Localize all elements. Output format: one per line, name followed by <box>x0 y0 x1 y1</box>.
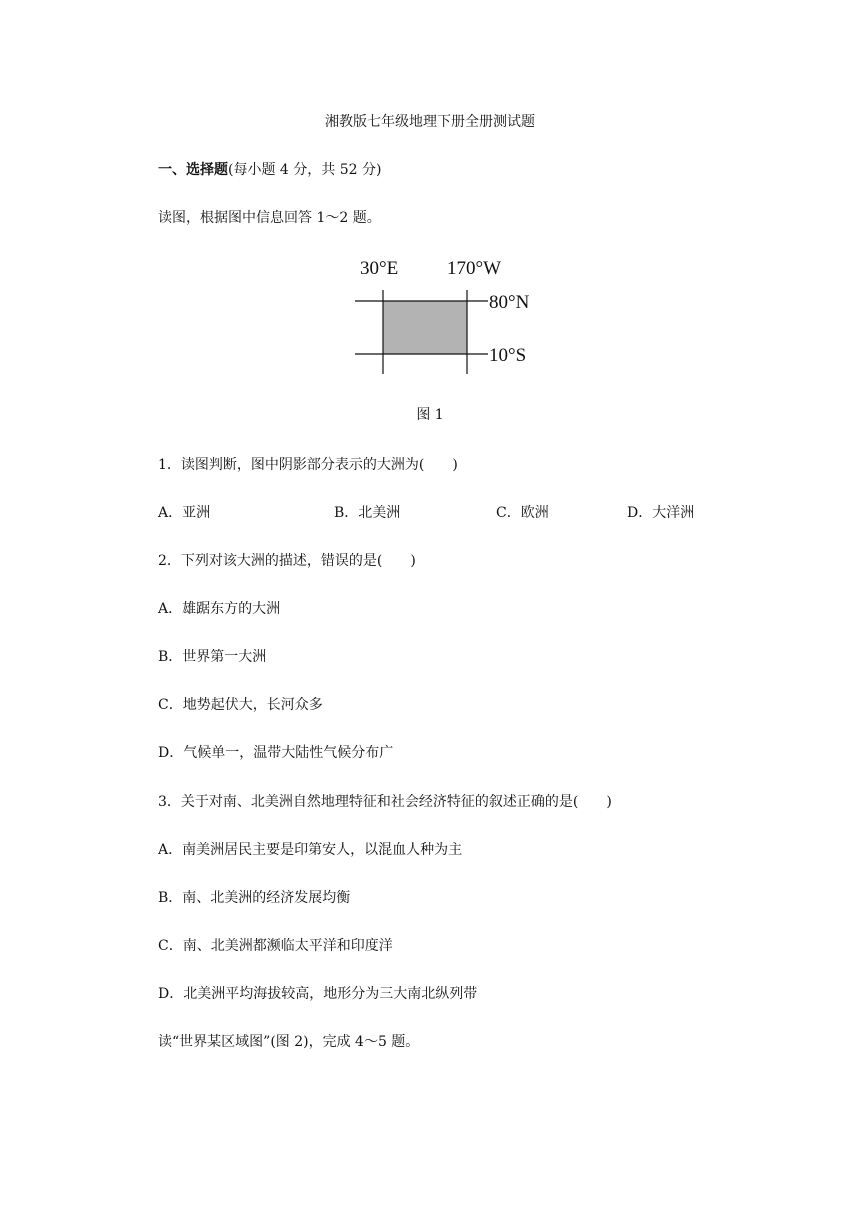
question-1-option-a: A．亚洲 <box>158 505 211 521</box>
question-2-option-b: B．世界第一大洲 <box>158 649 267 665</box>
question-1-stem: 1．读图判断，图中阴影部分表示的大洲为( ) <box>158 457 458 473</box>
label-80n: 80°N <box>489 292 530 313</box>
question-3-option-d: D．北美洲平均海拔较高，地形分为三大南北纵列带 <box>158 986 478 1002</box>
question-2-option-c: C．地势起伏大，长河众多 <box>158 697 323 713</box>
figure-1-map-grid <box>350 250 540 380</box>
question-1-option-b: B．北美洲 <box>334 505 401 521</box>
question-3-option-a: A．南美洲居民主要是印第安人，以混血人种为主 <box>158 842 463 858</box>
question-3-option-c: C．南、北美洲都濒临太平洋和印度洋 <box>158 938 393 954</box>
label-170w: 170°W <box>447 258 502 279</box>
intro-questions-4-5: 读“世界某区域图”(图 2)，完成 4～5 题。 <box>158 1034 420 1050</box>
question-1-option-d: D．大洋洲 <box>627 505 695 521</box>
section-heading: 一、选择题 <box>158 162 228 178</box>
section-scoring-note: (每小题 4 分，共 52 分) <box>228 162 382 178</box>
question-3-option-b: B．南、北美洲的经济发展均衡 <box>158 890 351 906</box>
question-3-stem: 3．关于对南、北美洲自然地理特征和社会经济特征的叙述正确的是( ) <box>158 794 612 810</box>
shaded-continent-area <box>383 301 467 354</box>
intro-questions-1-2: 读图，根据图中信息回答 1～2 题。 <box>158 210 381 226</box>
question-1-option-c: C．欧洲 <box>496 505 549 521</box>
section-heading-line <box>158 161 381 179</box>
figure-1-caption: 图 1 <box>416 407 444 423</box>
label-10s: 10°S <box>489 345 527 366</box>
question-2-option-a: A．雄踞东方的大洲 <box>158 601 281 617</box>
label-30e: 30°E <box>360 258 399 279</box>
question-2-option-d: D．气候单一，温带大陆性气候分布广 <box>158 745 394 761</box>
document-title: 湘教版七年级地理下册全册测试题 <box>325 114 535 130</box>
question-2-stem: 2．下列对该大洲的描述，错误的是( ) <box>158 553 416 569</box>
